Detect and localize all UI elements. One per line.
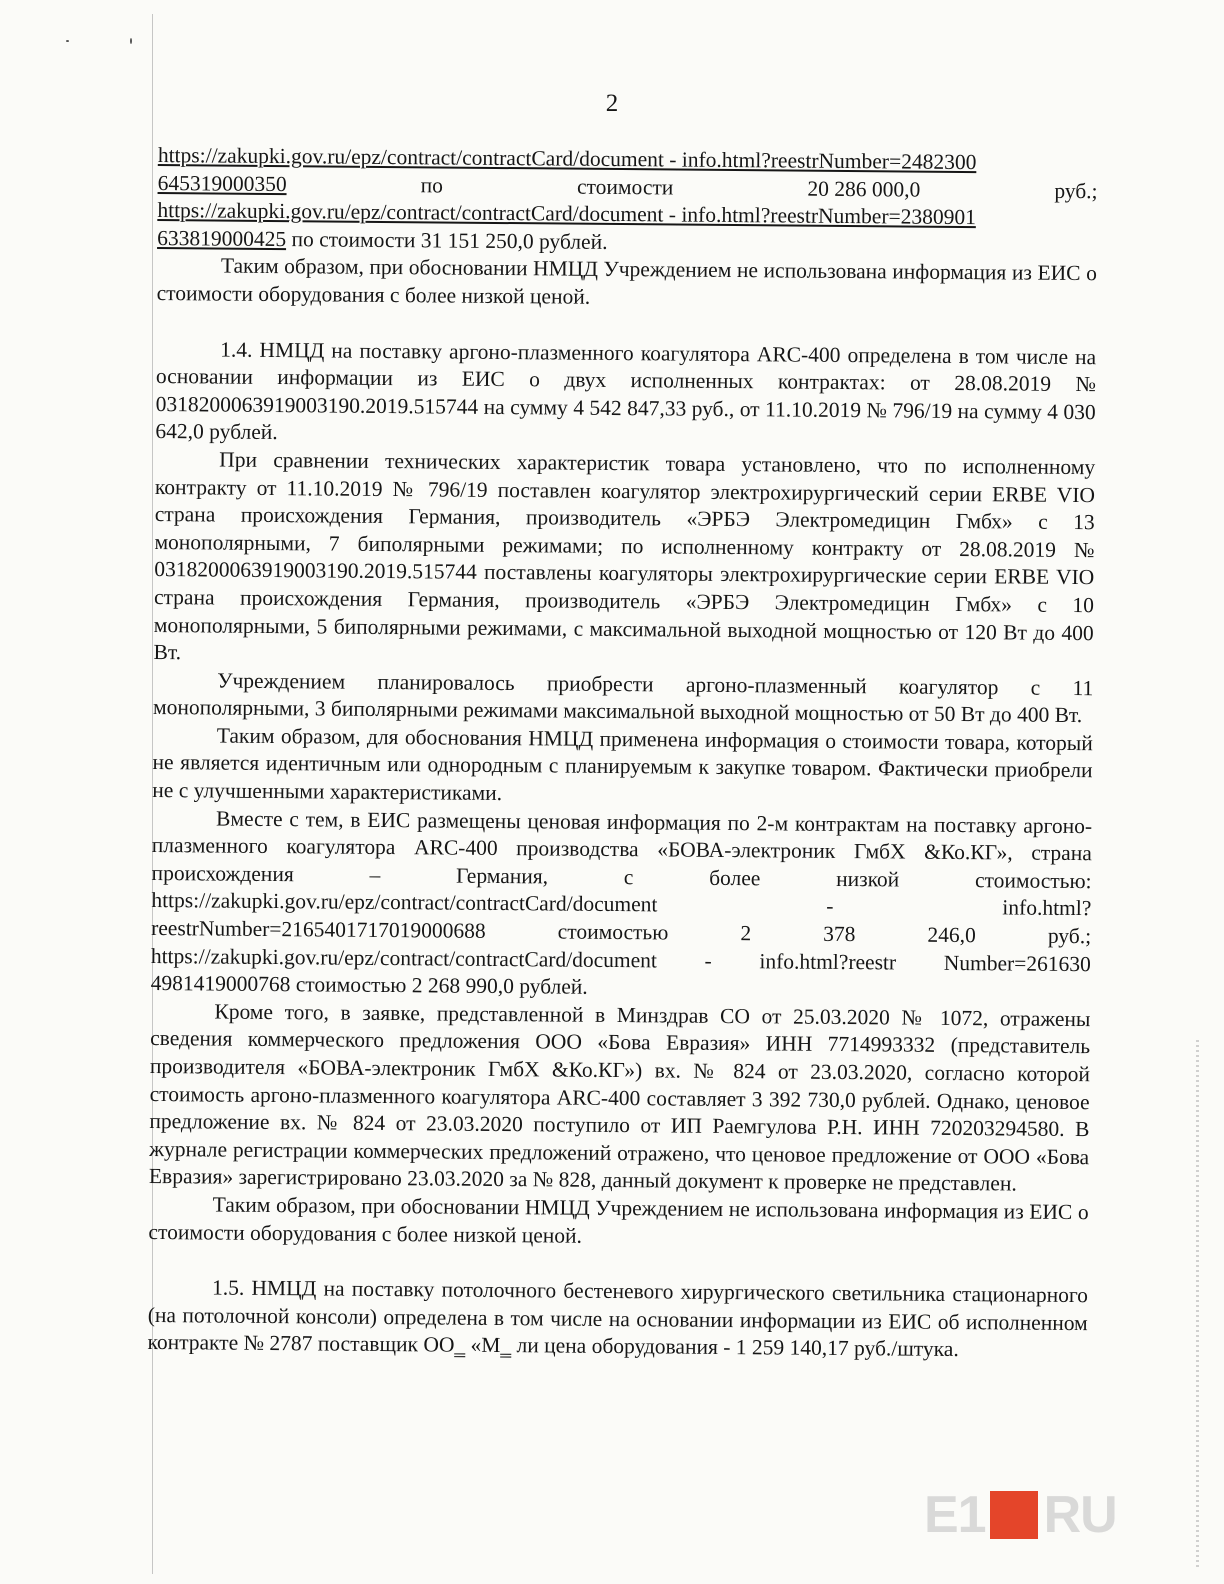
section-1-4: 1.4. НМЦД на поставку аргоно-плазменного коагулятора ARC-400 определена в том числе на основании информации из ЕИС о двух исполненных контрактах: от 28.08.2019 № 0318200063919003190.2019.515744 на сумму 4 542 847,33 руб., от 11.10.2019 № 796/19 на сумму 4 030 642,0 рублей. (155, 337, 1097, 445)
paragraph: Таким образом, при обосновании НМЦД Учреждением не использована информация из ЕИС о стоимости оборудования с более низкой ценой. (156, 253, 1097, 309)
document-body (147, 142, 1098, 1365)
watermark-square-icon (990, 1491, 1038, 1539)
section-1-5: 1.5. НМЦД на поставку потолочного бестеневого хирургического светильника стационарного (на потолочной консоли) определена в том числе на основании информации из ЕИС об исполненном контракте № 2787 поставщик ОО‗ «М‗ ли цена оборудования - 1 259 140,17 руб./штука. (147, 1275, 1089, 1362)
scan-edge-dots (1196, 1040, 1199, 1570)
paragraph: Кроме того, в заявке, представленной в Минздрав СО от 25.03.2020 № 1072, отражены сведения коммерческого предложения ООО «Бова Евразия» ИНН 7714993332 (представитель производителя «БОВА-электроник ГмбХ &Ко.КГ») вх. № 824 от 23.03.2020, согласно которой стоимость аргоно-плазменного коагулятора ARC-400 составляет 3 392 730,0 рублей. Однако, ценовое предложение вх. № 824 от 23.03.2020 поступило от ИП Раемгулова Р.Н. ИНН 720203294580. В журнале регистрации коммерческих предложений отражено, что ценовое предложение от ООО «Бова Евразия» зарегистрировано 23.03.2020 за № 828, данный документ к проверке не представлен. (148, 999, 1091, 1196)
paragraph: Учреждением планировалось приобрести аргоно-плазменный коагулятор с 11 монополярными, 3 биполярными режимами максимальной выходной мощностью от 50 Вт до 400 Вт. (152, 668, 1094, 728)
paragraph: Вместе с тем, в ЕИС размещены ценовая информация по 2-м контрактам на поставку аргоно-плазменного коагулятора ARC-400 производства «БОВА-электроник ГмбХ &Ко.КГ», страна происхождения – Германия, с более низкой стоимостью: https://zakupki.gov.ru/epz/contract/contractCard/document - info.html?reestrNumber=2165401717019000688 стоимостью 2 378 246,0 руб.; https://zakupki.gov.ru/epz/contract/contractCard/document - info.html?reestr Number=261630 4981419000768 стоимостью 2 268 990,0 рублей. (150, 806, 1093, 1000)
paragraph: Таким образом, при обосновании НМЦД Учреждением не использована информация из ЕИС о стоимости оборудования с более низкой ценой. (148, 1192, 1089, 1248)
paragraph: При сравнении технических характеристик товара установлено, что по исполненному контракту от 11.10.2019 № 796/19 поставлен коагулятор электрохирургический серии ERBE VIO страна происхождения Германия, производитель «ЭРБЭ Электромедицин Гмбх» с 13 монополярными, 7 биполярными режимами; по исполненному контракту от 28.08.2019 № 0318200063919003190.2019.515744 поставлены коагуляторы электрохирургические серии ERBE VIO страна происхождения Германия, производитель «ЭРБЭ Электромедицин Гмбх» с 10 монополярными, 5 биполярными режимами, с максимальной выходной мощностью от 120 Вт до 400 Вт. (153, 447, 1096, 665)
paragraph: Таким образом, для обоснования НМЦД применена информация о стоимости товара, который не является идентичным или однородным с планируемым к закупке товаром. Фактически приобрели не с улучшенными характеристиками. (152, 723, 1093, 806)
contract-link-cont[interactable]: 633819000425 (157, 225, 287, 251)
contract-link-cont[interactable]: 645319000350 (157, 170, 287, 196)
amount: 20 286 000,0 (807, 176, 921, 202)
watermark-text: RU (1043, 1486, 1117, 1544)
price-text: по стоимости 31 151 250,0 рублей. (286, 226, 608, 254)
scan-speck (66, 40, 69, 42)
scan-speck (130, 38, 132, 44)
word: стоимости (576, 174, 674, 200)
word: по (420, 172, 444, 198)
contract-link[interactable]: https://zakupki.gov.ru/epz/contract/contractCard/document - info.html?reestrNumber=2482300 (157, 142, 977, 175)
contract-link[interactable]: https://zakupki.gov.ru/epz/contract/contractCard/document - info.html?reestrNumber=2380901 (157, 198, 977, 230)
page-number: 2 (605, 90, 619, 117)
watermark-text: E1 (924, 1486, 986, 1544)
word: руб.; (1054, 178, 1098, 203)
e1-watermark (924, 1484, 1190, 1546)
